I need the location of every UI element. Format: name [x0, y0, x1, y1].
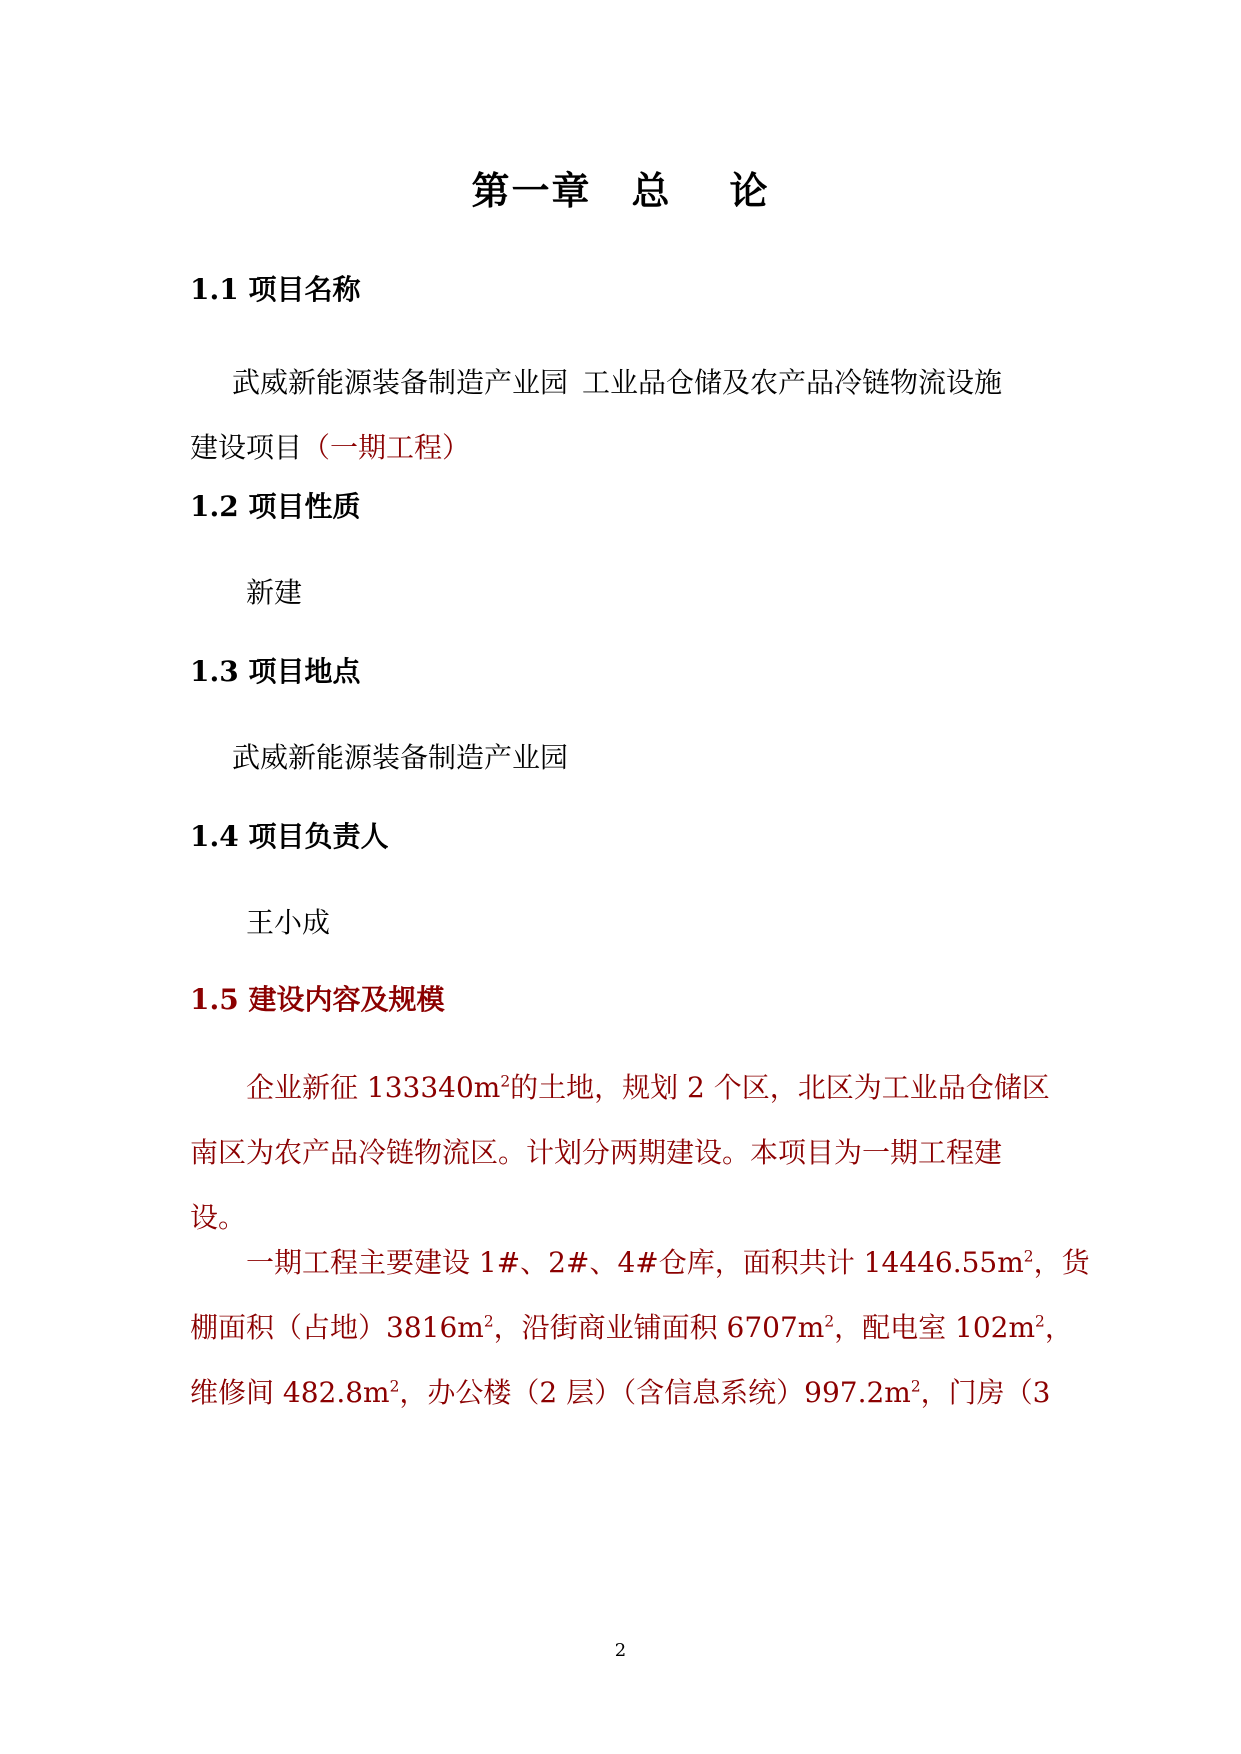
section-1-1-body — [190, 350, 1045, 480]
section-1-3-body — [190, 725, 1045, 790]
superscript-2: 2 — [500, 1072, 511, 1091]
warehouse-text: 一期工程主要建设 1#、2#、4#仓库，面积共计 14446.55m — [246, 1246, 1024, 1279]
section-1-4-body — [190, 890, 1045, 955]
line-2-punct: ， — [1044, 1311, 1073, 1344]
repair-room-text: 维修间 482.8m — [190, 1376, 390, 1409]
project-name-part1: 武威新能源装备制造产业园 — [232, 366, 569, 399]
section-1-5-para-1 — [190, 1055, 1050, 1250]
chapter-word-2: 论 — [729, 168, 770, 213]
section-1-5-para-2 — [190, 1230, 1090, 1425]
land-area-text: 企业新征 133340m — [246, 1071, 501, 1104]
chapter-prefix: 第一章 — [471, 168, 592, 213]
superscript-2: 2 — [910, 1377, 921, 1396]
superscript-2: 2 — [1035, 1312, 1045, 1331]
chapter-word-1: 总 — [631, 168, 672, 213]
section-1-3-heading: 1.3 项目地点 — [190, 655, 361, 688]
section-1-5-heading: 1.5 建设内容及规模 — [190, 983, 445, 1016]
shop-area-text: ，沿街商业铺面积 6707m — [493, 1311, 825, 1344]
office-building-text: ，办公楼（2 层）（含信息系统）997.2m — [399, 1376, 911, 1409]
power-room-text: ，配电室 102m — [834, 1311, 1036, 1344]
para-1-ending: 设。 — [190, 1201, 247, 1234]
project-name-part2: 工业品仓储及农产品冷链物流设施 — [582, 366, 1003, 399]
section-1-2-body — [190, 560, 1045, 625]
section-1-2-heading: 1.2 项目性质 — [190, 490, 361, 523]
chapter-title — [0, 160, 1241, 215]
south-zone-text: 南区为农产品冷链物流区。计划分两期建设。本项目为一期工程建 — [190, 1136, 1003, 1169]
project-location-text: 武威新能源装备制造产业园 — [232, 741, 569, 774]
superscript-2: 2 — [483, 1312, 494, 1331]
section-1-4-heading: 1.4 项目负责人 — [190, 820, 389, 853]
section-1-1-heading: 1.1 项目名称 — [190, 273, 361, 306]
superscript-2: 2 — [389, 1377, 400, 1396]
page-number: 2 — [614, 1640, 627, 1661]
project-name-line2: 建设项目 — [190, 431, 303, 464]
warehouse-text-end: ，货 — [1033, 1246, 1090, 1279]
superscript-2: 2 — [1023, 1247, 1034, 1266]
shed-area-text: 棚面积（占地）3816m — [190, 1311, 484, 1344]
land-plan-text: 的土地，规划 2 个区，北区为工业品仓储区 — [510, 1071, 1050, 1104]
gatehouse-text: ，门房（3 — [920, 1376, 1051, 1409]
superscript-2: 2 — [824, 1312, 835, 1331]
project-leader-text: 王小成 — [246, 906, 331, 939]
project-name-phase: （一期工程） — [302, 431, 471, 464]
project-nature-text: 新建 — [246, 576, 303, 609]
